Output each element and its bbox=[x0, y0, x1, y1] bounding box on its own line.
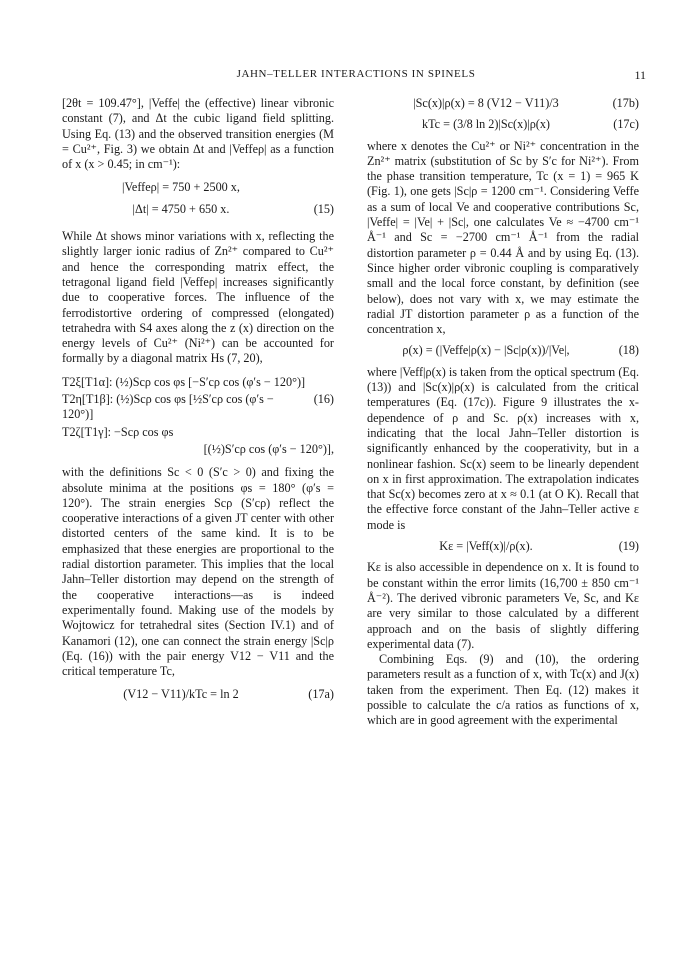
running-head: JAHN–TELLER INTERACTIONS IN SPINELS bbox=[236, 68, 476, 80]
paragraph: where x denotes the Cu²⁺ or Ni²⁺ concentration in the Zn²⁺ matrix (substitution of Sc by S′c for Ni²⁺). From the phase transition temperature, Tc (x = 1) = 965 K (Fig. 1), one gets |Sc|ρ = 1200 cm⁻¹. Considering Veffe as a sum of local Ve and cooperative contributions Sc, |Veffe| = |Ve| + |Sc|, one calculates Ve ≈ −4700 cm⁻¹ Å⁻¹ and Sc = −2700 cm⁻¹ Å⁻¹ from the radial distortion parameter ρ = 0.44 Å and by using Eq. (13). Since higher order vibronic coupling is comparatively small and the local force constant, by definition (see below), does not vary with x, we may estimate the radial JT distortion parameter ρ as a function of the concentration x, bbox=[367, 138, 639, 337]
equation-16c: T2ζ[T1γ]: −Scρ cos φs bbox=[62, 424, 174, 439]
paragraph: Combining Eqs. (9) and (10), the ordering parameters result as a function of x, with Tc(x) and J(x) taken from the experiment. Then Eq. (12) makes it possible to calculate the c/a ratios as functions of x, which are in good agreement with the experimental bbox=[367, 652, 639, 728]
equation-16d: [(½)S′cρ cos (φ′s − 120°)], bbox=[203, 441, 334, 456]
left-column bbox=[62, 96, 334, 709]
paragraph: [2θt = 109.47°], |Veffe| the (effective) linear vibronic constant (7), and Δt the cubic ligand field splitting. Using Eq. (13) and the observed transition energies (M = Cu²⁺, Fig. 3) we obtain Δt and |Veffeρ| as a function of x (x > 0.45; in cm⁻¹): bbox=[62, 96, 334, 172]
page-number: 11 bbox=[634, 68, 646, 82]
right-column bbox=[367, 96, 639, 729]
equation-19: Kε = |Veff(x)|/ρ(x). (19) bbox=[439, 539, 639, 554]
equation-16b: T2η[T1β]: (½)Scρ cos φs [½S′cρ cos (φ′s − 120°)] (16) bbox=[62, 392, 334, 422]
equation-18: ρ(x) = (|Veffe|ρ(x) − |Sc|ρ(x))/|Ve|, (18) bbox=[402, 343, 639, 358]
page-header bbox=[66, 68, 646, 88]
equation-17a: (V12 − V11)/kTc = ln 2 (17a) bbox=[123, 687, 334, 702]
equation-number: (15) bbox=[313, 201, 334, 216]
equation-number: (18) bbox=[618, 343, 639, 358]
equation-number: (17c) bbox=[613, 117, 639, 132]
paragraph: While Δt shows minor variations with x, reflecting the slightly larger ionic radius of Zn²⁺ compared to Cu²⁺ and hence the corresponding matrix effect, the tetragonal ligand field |Veffeρ| increases significantly due to cooperative forces. The influence of the ferrodistortive ordering of compressed (elongated) tetrahedra with S4 axes along the z (x) direction on the energy levels of Cu²⁺ (Ni²⁺) can be accounted for formally by a diagonal matrix Hs (7, 20), bbox=[62, 229, 334, 366]
equation-15a: |Veffeρ| = 750 + 2500 x, bbox=[122, 180, 240, 195]
equation-number: (17b) bbox=[612, 96, 639, 110]
equation-16a: T2ξ[T1α]: (½)Scρ cos φs [−S′cρ cos (φ′s − 120°)] bbox=[62, 374, 306, 389]
paragraph: where |Veff|ρ(x) is taken from the optical spectrum (Eq. (13)) and |Sc(x)|ρ(x) is calculated from the critical temperatures (Eq. (17c)). Figure 9 illustrates the x-dependence of ρ and Sc. ρ(x) increases with x, indicating that the local Jahn–Teller distortion is significantly enhanced by the cooperativity, but in a nonlinear fashion. Sc(x) seem to be linearly dependent on x in first approximation. The extrapolation indicates that Sc(x) becomes zero at x ≈ 0.1 (at O K). Recall that the effective force constant of the Jahn–Teller active ε mode is bbox=[367, 364, 639, 532]
paragraph: Kε is also accessible in dependence on x. It is found to be constant within the error limits (16,700 ± 850 cm⁻¹ Å⁻²). The derived vibronic parameters Ve, Sc, and Kε are very similar to those calculated by a different approach and on the basis of slightly differing experimental data (7). bbox=[367, 560, 639, 651]
equation-17c: kTc = (3/8 ln 2)|Sc(x)|ρ(x) (17c) bbox=[422, 117, 639, 132]
equation-number: (17a) bbox=[308, 687, 334, 702]
equation-number: (16) bbox=[313, 392, 334, 407]
equation-15b: |Δt| = 4750 + 650 x. (15) bbox=[132, 201, 334, 216]
equation-17b: |Sc(x)|ρ(x) = 8 (V12 − V11)/3 (17b) bbox=[413, 96, 639, 110]
equation-number: (19) bbox=[618, 539, 639, 554]
paragraph: with the definitions Sc < 0 (S′c > 0) and fixing the absolute minima at the positions φs = 180° (φ′s = 120°). The strain energies Scρ (S′cρ) reflect the cooperative interactions of a given JT center with other distorted centers of the same kind. It is to be emphasized that these energies are proportional to the radial distortion parameter. This implies that the local Jahn–Teller distortion may depend on the strength of the cooperative interactions—as is indeed experimentally found. Making use of the models by Wojtowicz for tetrahedral sites (Section IV.1) and of Kanamori (12), one can connect the strain energy |Sc|ρ (Eq. (16)) with the pair energy V12 − V11 and the critical temperature Tc, bbox=[62, 465, 334, 679]
